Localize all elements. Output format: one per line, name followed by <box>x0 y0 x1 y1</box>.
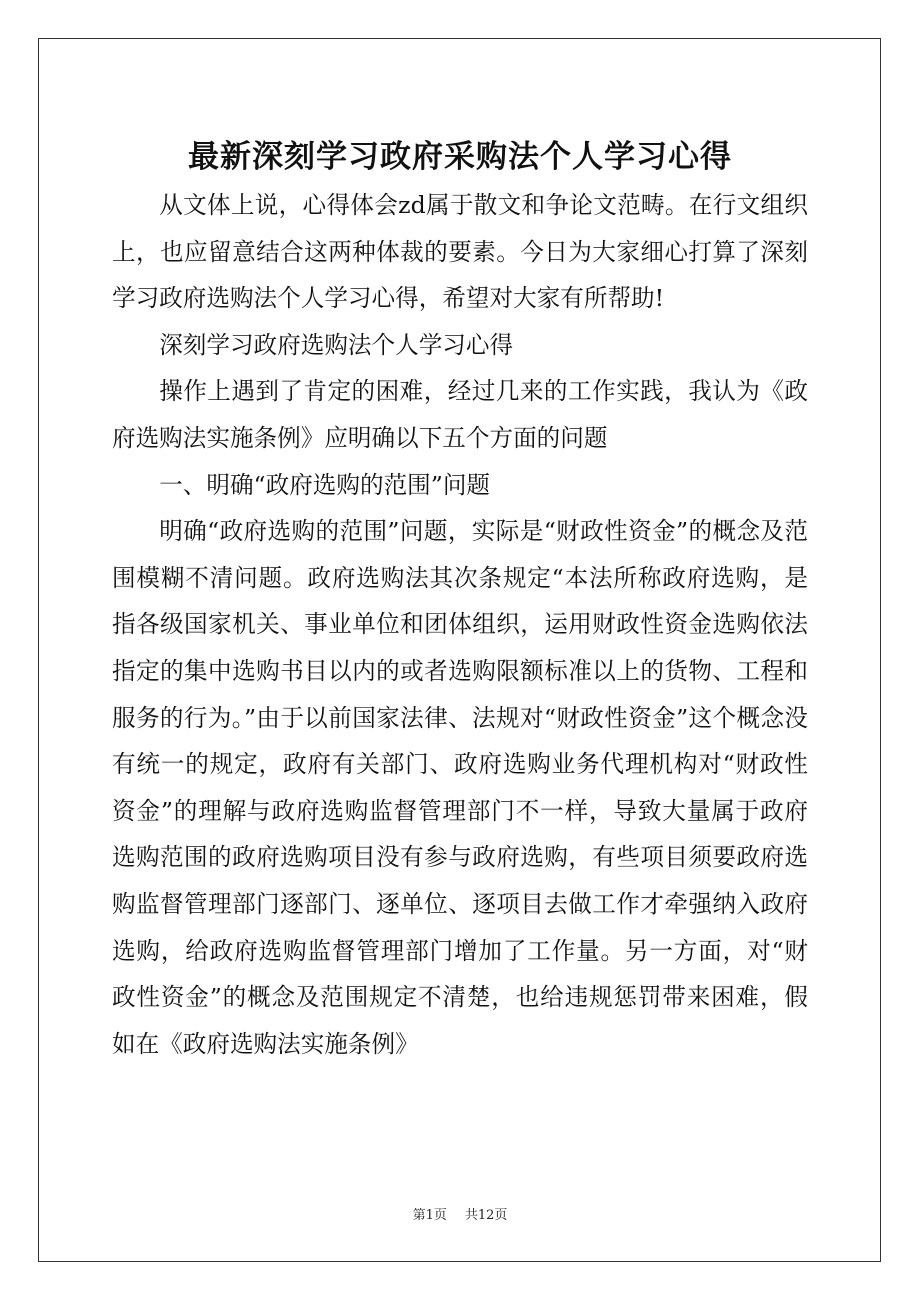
page-number: 第1页 <box>412 1208 447 1223</box>
document-body <box>112 182 808 1067</box>
paragraph-section-1: 明确“政府选购的范围”问题，实际是“财政性资金”的概念及范围模糊不清问题。政府选购法其次条规定“本法所称政府选购，是指各级国家机关、事业单位和团体组织，运用财政性资金选购依法指定的集中选购书目以内的或者选购限额标准以上的货物、工程和服务的行为。”由于以前国家法律、法规对“财政性资金”这个概念没有统一的规定，政府有关部门、政府选购业务代理机构对“财政性资金”的理解与政府选购监督管理部门不一样，导致大量属于政府选购范围的政府选购项目没有参与政府选购，有些项目须要政府选购监督管理部门逐部门、逐单位、逐项目去做工作才牵强纳入政府选购，给政府选购监督管理部门增加了工作量。另一方面，对“财政性资金”的概念及范围规定不清楚，也给违规惩罚带来困难，假如在《政府选购法实施条例》 <box>112 517 808 1058</box>
document-title: 最新深刻学习政府采购法个人学习心得 <box>188 138 732 175</box>
paragraph-overview: 操作上遇到了肯定的困难，经过几来的工作实践，我认为《政府选购法实施条例》应明确以下五个方面的问题 <box>112 377 808 452</box>
page-total: 共12页 <box>464 1208 508 1223</box>
paragraph-intro: 从文体上说，心得体会zd属于散文和争论文范畴。在行文组织上，也应留意结合这两种体裁的要素。今日为大家细心打算了深刻学习政府选购法个人学习心得，希望对大家有所帮助! <box>112 191 808 313</box>
page-footer <box>0 1206 920 1226</box>
section-heading-1: 一、明确“政府选购的范围”问题 <box>159 470 491 499</box>
paragraph-subtitle: 深刻学习政府选购法个人学习心得 <box>159 330 514 359</box>
